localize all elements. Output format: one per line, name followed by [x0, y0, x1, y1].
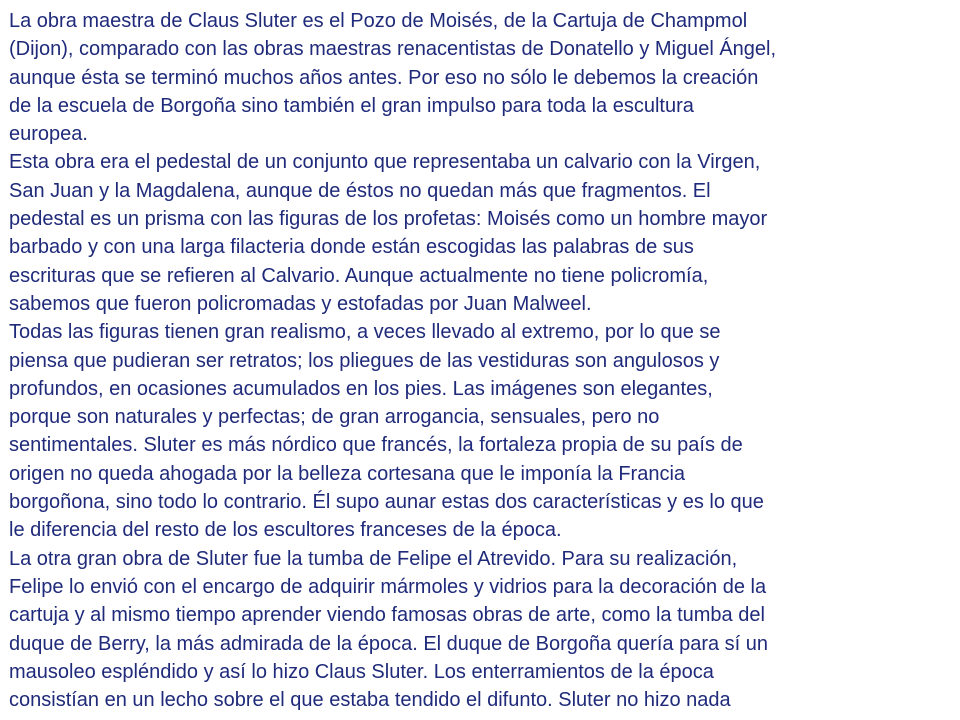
text-line: La otra gran obra de Sluter fue la tumba de Felipe el Atrevido. Para su realización,	[9, 547, 738, 570]
text-line: San Juan y la Magdalena, aunque de éstos no quedan más que fragmentos. El	[9, 179, 711, 202]
text-line: duque de Berry, la más admirada de la época. El duque de Borgoña quería para sí un	[9, 632, 769, 655]
paragraph-realismo	[9, 318, 954, 544]
text-line: borgoñona, sino todo lo contrario. Él supo aunar estas dos características y es lo que	[9, 491, 764, 514]
document-body	[9, 7, 954, 714]
paragraph-pozo-de-moises	[9, 7, 954, 148]
text-line: Felipe lo envió con el encargo de adquirir mármoles y vidrios para la decoración de la	[9, 575, 767, 598]
text-line: aunque ésta se terminó muchos años antes. Por eso no sólo le debemos la creación	[9, 66, 759, 89]
text-line: sabemos que fueron policromadas y estofadas por Juan Malweel.	[9, 292, 592, 315]
text-line: sentimentales. Sluter es más nórdico que francés, la fortaleza propia de su país de	[9, 434, 743, 457]
text-line: Todas las figuras tienen gran realismo, a veces llevado al extremo, por lo que se	[9, 321, 721, 344]
text-line: porque son naturales y perfectas; de gran arrogancia, sensuales, pero no	[9, 406, 660, 429]
text-line: cartuja y al mismo tiempo aprender viendo famosas obras de arte, como la tumba del	[9, 604, 765, 627]
text-line: pedestal es un prisma con las figuras de los profetas: Moisés como un hombre mayor	[9, 208, 768, 231]
text-line: barbado y con una larga filacteria donde están escogidas las palabras de sus	[9, 236, 694, 259]
text-line: europea.	[9, 123, 88, 146]
text-line: Esta obra era el pedestal de un conjunto que representaba un calvario con la Virgen,	[9, 151, 761, 174]
text-line: origen no queda ahogada por la belleza cortesana que le imponía la Francia	[9, 462, 686, 485]
text-line: le diferencia del resto de los escultores franceses de la época.	[9, 519, 562, 542]
text-line: piensa que pudieran ser retratos; los pliegues de las vestiduras son angulosos y	[9, 349, 720, 372]
text-line: consistían en un lecho sobre el que estaba tendido el difunto. Sluter no hizo nada	[9, 689, 731, 712]
paragraph-pedestal	[9, 148, 954, 318]
text-line: (Dijon), comparado con las obras maestras renacentistas de Donatello y Miguel Ángel,	[9, 38, 777, 61]
text-line: profundos, en ocasiones acumulados en los pies. Las imágenes son elegantes,	[9, 377, 713, 400]
text-line: de la escuela de Borgoña sino también el gran impulso para toda la escultura	[9, 94, 694, 117]
text-line: mausoleo espléndido y así lo hizo Claus Sluter. Los enterramientos de la época	[9, 660, 714, 683]
text-line: escrituras que se refieren al Calvario. Aunque actualmente no tiene policromía,	[9, 264, 709, 287]
text-line: La obra maestra de Claus Sluter es el Pozo de Moisés, de la Cartuja de Champmol	[9, 10, 748, 32]
paragraph-tumba-felipe	[9, 545, 954, 715]
